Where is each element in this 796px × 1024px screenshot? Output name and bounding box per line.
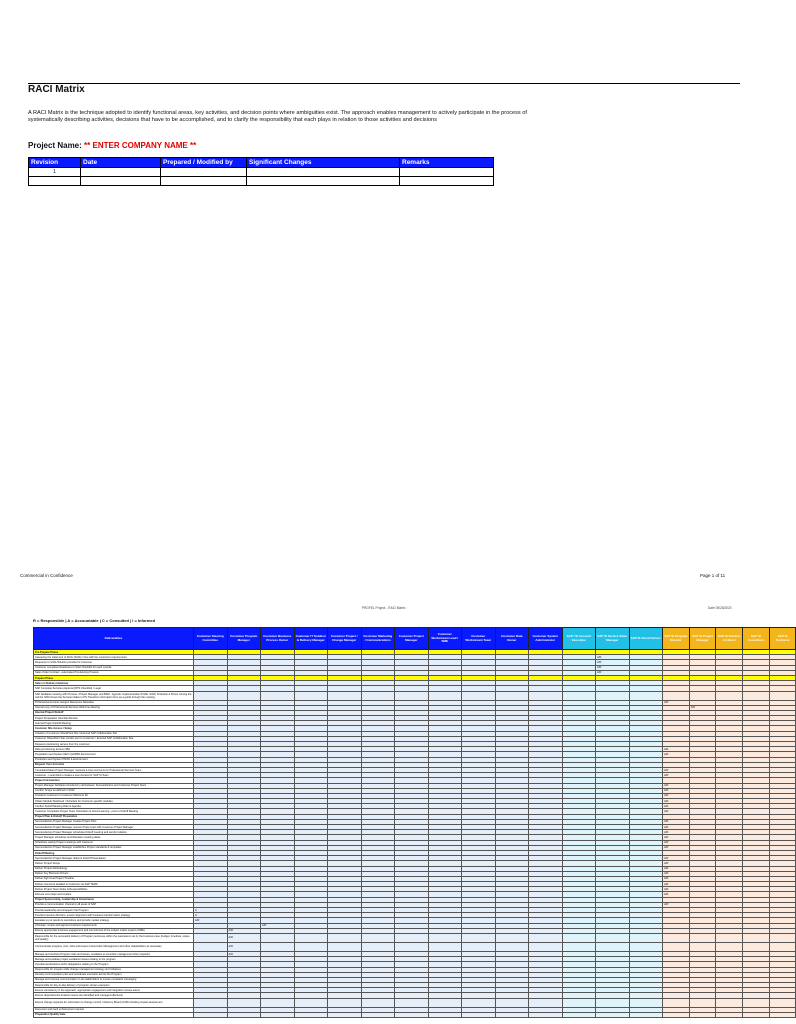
matrix-row (34, 998, 796, 1007)
project-name-label: Project Name (28, 141, 80, 150)
raci-cell[interactable] (663, 691, 690, 700)
deliverable-cell: SAP facilitates meeting with Process / Project Manager and BSM - Agenda: Implementation Profile, SOW, Schedule & Prices. During the call the SAM shows the Services Sales to PS Transition information form as a guide through the meeting (35, 692, 192, 699)
raci-cell[interactable]: A/R (663, 793, 690, 798)
raci-legend: R = Responsible | A = Accountable | C = Consulted | I = Informed (33, 618, 156, 623)
deliverable-cell: Deliver Project Team Roles & Responsibilities (34, 887, 194, 892)
raci-cell[interactable]: A/R (663, 902, 690, 907)
deliverable-cell: Provide leadership and champion the Program (34, 908, 194, 913)
deliverable-cell: Successfactors Project Manager schedules Kickoff meeting and sends invitation (34, 830, 194, 835)
raci-cell[interactable] (395, 933, 429, 942)
deliverable-cell: Responsible for day-to-day delivery of program stream execution (34, 983, 194, 988)
raci-cell[interactable]: A/R (663, 783, 690, 788)
deliverable-cell: Ensure appropriate business engagement and commitment of the subject matter experts (SME) (34, 928, 194, 933)
raci-cell[interactable] (716, 933, 743, 942)
deliverable-cell: Customer SharePoint Site contact sent to Customer / External SAP Collaboration Site (34, 736, 194, 741)
matrix-row (34, 691, 796, 700)
raci-cell[interactable] (596, 1012, 630, 1017)
raci-cell[interactable] (361, 691, 395, 700)
matrix-row (34, 933, 796, 942)
raci-cell[interactable] (294, 933, 328, 942)
matrix-header-6: Customer Marketing / Communications (361, 628, 395, 650)
deliverable-cell: Assessing the statement of Work (SoW) in line with the customers requirements (34, 655, 194, 660)
matrix-header-14: SAP SI Client Partner (629, 628, 663, 650)
deliverable-cell: Data provisioning access OBA (34, 747, 194, 752)
deliverable-cell: Internal Project Kickoff Meeting (34, 721, 194, 726)
deliverable-cell: Customer Completes Project Team Orientation & Cloud Learning - prior to Kickoff Meeting (34, 809, 194, 814)
deliverable-cell: Project Manager facilitates introductory call between Successfactors and Customer Project Team (34, 783, 194, 788)
raci-cell[interactable]: A/R (194, 918, 228, 923)
raci-cell[interactable] (769, 998, 796, 1007)
raci-cell[interactable] (743, 691, 770, 700)
raci-cell[interactable] (769, 942, 796, 951)
deliverable-cell: Develop communication plan and coordinate execution across the Program (34, 972, 194, 977)
raci-cell[interactable] (629, 1012, 663, 1017)
raci-cell[interactable]: A/R (596, 655, 630, 660)
intro-paragraph: A RACI Matrix is the technique adopted to identify functional areas, key activities, and decision points where ambiguities exist. The approach enables management to actively participate in the process of systematically describing activities, decisions that have to be accomplished, and to clarify the responsibility that each plays in relation to those activities and decisions (28, 110, 527, 123)
revision-cell[interactable] (400, 177, 494, 186)
raci-cell[interactable] (462, 1012, 496, 1017)
deliverable-cell: Project Sponsorship, Leadership & Governance (34, 897, 194, 902)
raci-cell[interactable] (462, 691, 496, 700)
page-title: RACI Matrix (28, 84, 85, 95)
raci-cell[interactable]: A/R (663, 819, 690, 824)
raci-cell[interactable] (629, 942, 663, 951)
deliverable-cell: Communicate progress, cost, risks and issues to Executive Management and other stakeholders as necessary (34, 942, 194, 951)
raci-cell[interactable]: A (194, 913, 228, 918)
raci-cell[interactable] (361, 998, 395, 1007)
revision-header-4: Remarks (400, 158, 494, 168)
raci-cell[interactable] (261, 691, 295, 700)
revision-row (29, 177, 494, 186)
raci-cell[interactable]: A/R (663, 871, 690, 876)
raci-cell[interactable] (428, 691, 462, 700)
raci-cell[interactable] (294, 942, 328, 951)
raci-cell[interactable]: A/R (596, 660, 630, 665)
raci-cell[interactable] (261, 1012, 295, 1017)
deliverable-cell: Request User Accounts (34, 762, 194, 767)
raci-cell[interactable] (361, 942, 395, 951)
raci-cell[interactable]: A/R (596, 670, 630, 675)
raci-cell[interactable] (462, 998, 496, 1007)
matrix-header-1: Customer Steering Committee (194, 628, 228, 650)
raci-cell[interactable]: A (194, 908, 228, 913)
deliverable-cell: Sales Order Contract - automates Provisioning Process (34, 670, 194, 675)
matrix-header-19: SAP SI Technical (769, 628, 796, 650)
deliverable-cell: Customer completes Readiness to Start Checklist for each module (34, 665, 194, 670)
raci-cell[interactable]: A/R (663, 752, 690, 757)
deliverable-cell: Introduce Customer to Customer Welcome Kit (34, 793, 194, 798)
top-rule (28, 83, 740, 84)
raci-cell[interactable]: A/R (663, 799, 690, 804)
raci-cell[interactable]: A/R (663, 773, 690, 778)
raci-cell[interactable]: A/R (663, 747, 690, 752)
deliverable-cell: Deliver high level Project Timeline (34, 876, 194, 881)
raci-cell[interactable] (689, 933, 716, 942)
raci-cell[interactable] (743, 1012, 770, 1017)
raci-cell[interactable]: A/R (227, 951, 261, 956)
raci-cell[interactable] (629, 933, 663, 942)
matrix-header-10: Customer Data Owner (495, 628, 529, 650)
raci-cell[interactable] (743, 942, 770, 951)
raci-cell[interactable]: A/R (663, 830, 690, 835)
deliverable-cell: Successfactors Project Manager delivers Kickoff Presentation (34, 856, 194, 861)
revision-row (29, 168, 494, 177)
raci-matrix-table (33, 627, 796, 1018)
raci-cell[interactable]: A/R (663, 845, 690, 850)
raci-cell[interactable]: A/R (663, 840, 690, 845)
matrix-section-row (34, 1012, 796, 1017)
deliverable-cell: Deliver resources detailed to Customer via SAP TEMS (34, 882, 194, 887)
raci-cell[interactable] (596, 691, 630, 700)
deliverable-cell: Kickoff Meeting (34, 850, 194, 855)
matrix-header-12: SAP / SI Account Executive (562, 628, 596, 650)
deliverable-cell: Professional services assigns Resources Allocation (34, 700, 194, 705)
raci-cell[interactable] (294, 1012, 328, 1017)
raci-cell[interactable] (562, 942, 596, 951)
revision-table (28, 157, 494, 186)
raci-cell[interactable] (194, 1012, 228, 1017)
deliverable-cell: Successfactors Project Manager creates Project Plan (34, 819, 194, 824)
deliverable-cell: Provide a communication channel to all areas of SAP (34, 902, 194, 907)
raci-cell[interactable] (663, 933, 690, 942)
revision-header-0: Revision (29, 158, 81, 168)
deliverable-cell: Consultant/Sales Project Manager requests & User Accounts for Professional Services Team (34, 767, 194, 772)
raci-cell[interactable] (769, 933, 796, 942)
raci-cell[interactable] (689, 1012, 716, 1017)
raci-cell[interactable] (227, 1012, 261, 1017)
deliverable-cell: Preparation Quality Gate (34, 1012, 194, 1017)
deliverable-cell: Internal copy of Professional Services Welcome Meeting (34, 705, 194, 710)
deliverable-cell: Successfactors Project Manager establishes Project standards & templates (34, 845, 194, 850)
raci-cell[interactable] (716, 691, 743, 700)
matrix-header-15: SAP SI Program Director (663, 628, 690, 650)
raci-cell[interactable] (428, 933, 462, 942)
matrix-row (34, 942, 796, 951)
revision-header-3: Significant Changes (247, 158, 400, 168)
deliverable-cell: Manage and resolves Program risks and issues, escalates to executive management when required (34, 951, 194, 956)
revision-cell[interactable] (29, 177, 81, 186)
deliverable-cell: Manage and oversee communication to all stakeholders to ensure consistent messaging (34, 977, 194, 982)
raci-cell[interactable] (716, 942, 743, 951)
raci-cell[interactable] (361, 933, 395, 942)
raci-cell[interactable] (689, 942, 716, 951)
raci-cell[interactable]: A/R (663, 892, 690, 897)
raci-cell[interactable] (495, 1012, 529, 1017)
matrix-header-4: Customer IT Solution & Delivery Manager (294, 628, 328, 650)
matrix-header-18: SAP SI Consultant (743, 628, 770, 650)
running-date: Date 05/28/2020 (708, 606, 732, 610)
raci-cell[interactable]: A/R (227, 928, 261, 933)
raci-cell[interactable]: A/R (663, 809, 690, 814)
deliverable-cell: Operational decisions within delegations relating to the Program (34, 962, 194, 967)
deliverable-cell: Prepare Phase (34, 675, 194, 680)
revision-cell[interactable]: 1 (29, 168, 81, 177)
revision-cell[interactable] (81, 177, 161, 186)
raci-cell[interactable] (194, 933, 228, 942)
deliverable-cell: Confirm Scope as defined in SOW (34, 788, 194, 793)
project-name-line: Project Name: ** ENTER COMPANY NAME ** (28, 141, 197, 150)
raci-cell[interactable]: A/R (663, 876, 690, 881)
matrix-header-7: Customer Project Manager (395, 628, 429, 650)
deliverable-cell: Escalate to put results & resolutions and provide market strategy (34, 918, 194, 923)
matrix-header-8: Customer Workstream Lead / SME (428, 628, 462, 650)
deliverable-cell: Ensure change requests for submission to change control / Advisory Board (CAB) including impact assessment (34, 998, 194, 1007)
deliverable-cell: Manage and escalate project escalation issues relating to the program (34, 957, 194, 962)
raci-cell[interactable] (261, 942, 295, 951)
deliverable-cell: Successfactors Project Manager reviews Project plan with Customer Project Manager (34, 825, 194, 830)
raci-cell[interactable] (596, 933, 630, 942)
raci-cell[interactable] (529, 933, 563, 942)
raci-cell[interactable] (328, 933, 362, 942)
deliverable-cell: Provide business direction, ensure alignment with business transformation strategy (34, 913, 194, 918)
deliverable-cell: Customer Site Access / Setup (34, 726, 194, 731)
deliverable-cell: Responsible for the successful delivery of Program outcomes within the parameters set by the business case (budget, timelines, scope and quality) (34, 933, 194, 942)
footer-confidentiality: Commercial in Confidence (20, 573, 73, 578)
raci-cell[interactable] (689, 998, 716, 1007)
raci-cell[interactable] (361, 1012, 395, 1017)
raci-cell[interactable]: A/R (227, 942, 261, 951)
raci-cell[interactable] (462, 933, 496, 942)
raci-cell[interactable] (495, 942, 529, 951)
matrix-header-13: SAP SI Service Sales Manager (596, 628, 630, 650)
deliverable-cell: Project Plan & Kickoff Preparation (34, 814, 194, 819)
raci-cell[interactable] (428, 998, 462, 1007)
deliverable-cell: Discuss next steps and timeline (34, 892, 194, 897)
raci-cell[interactable] (562, 933, 596, 942)
raci-cell[interactable] (689, 691, 716, 700)
raci-cell[interactable] (495, 998, 529, 1007)
raci-cell[interactable] (194, 998, 228, 1007)
raci-cell[interactable] (328, 942, 362, 951)
matrix-header-0: Deliverables (34, 628, 194, 650)
raci-cell[interactable] (663, 942, 690, 951)
raci-cell[interactable] (328, 998, 362, 1007)
raci-cell[interactable] (529, 691, 563, 700)
deliverable-cell: Confirm Kickoff Meeting Date & Agenda (34, 804, 194, 809)
deliverable-cell: Project Manager schedules sprint/iteration meeting dates (34, 835, 194, 840)
deliverable-cell: Deliver Key Business Drivers (34, 871, 194, 876)
raci-cell[interactable] (261, 933, 295, 942)
raci-cell[interactable] (194, 942, 228, 951)
raci-cell[interactable]: A/R (663, 700, 690, 705)
raci-cell[interactable] (395, 1012, 429, 1017)
deliverable-cell: Deliver Project Methodology (34, 866, 194, 871)
footer-page-number: Page 1 of 11 (700, 573, 726, 578)
running-title: PROFEL Project - RACI Matrix (362, 606, 406, 610)
project-name-value[interactable]: ** ENTER COMPANY NAME ** (84, 141, 197, 150)
deliverable-cell: Customer - Local Admin creates a user Access for SAP SI Team (34, 773, 194, 778)
raci-cell[interactable] (529, 998, 563, 1007)
raci-cell[interactable] (663, 998, 690, 1007)
raci-cell[interactable] (629, 998, 663, 1007)
revision-cell[interactable] (161, 177, 247, 186)
deliverable-cell: Response to SoW /Solution provided to Customer (34, 660, 194, 665)
matrix-header-3: Customer Business Process Owner (261, 628, 295, 650)
raci-cell[interactable]: A/R (596, 665, 630, 670)
deliverable-cell: Ensure dependencies between teams are identified and managed effectively (34, 993, 194, 998)
raci-cell[interactable] (294, 691, 328, 700)
deliverable-cell: Deliver Project Scope (34, 861, 194, 866)
matrix-header-16: SAP SI Project Manager (689, 628, 716, 650)
deliverable-cell: Pre-Prepare Phase (34, 650, 194, 655)
deliverable-cell: Schedules weekly Project meetings with Customer (34, 840, 194, 845)
raci-cell[interactable] (294, 998, 328, 1007)
deliverable-cell: SAP Complete Services Approval (RTS Checklist) / Legal (34, 686, 194, 691)
raci-cell[interactable] (529, 1012, 563, 1017)
raci-cell[interactable]: A/R (663, 861, 690, 866)
matrix-header-2: Customer Program Manager (227, 628, 261, 650)
raci-cell[interactable] (596, 998, 630, 1007)
revision-header-2: Prepared / Modified by (161, 158, 247, 168)
deliverable-cell: Ensure consistency in the approach, appropriate engagement and integration across teams (34, 988, 194, 993)
deliverable-cell: Project Preparation Checklist Review (34, 716, 194, 721)
raci-cell[interactable] (716, 1012, 743, 1017)
deliverable-cell: Preparation and System DEV/ QA/PRD Environment (34, 752, 194, 757)
raci-cell[interactable] (716, 998, 743, 1007)
deliverable-cell: Creation of Customer SharePoint Site / External SAP Collaboration Site (34, 731, 194, 736)
raci-cell[interactable] (562, 691, 596, 700)
revision-cell[interactable] (161, 168, 247, 177)
deliverable-cell: Document and track enhancement request (34, 1007, 194, 1012)
revision-cell[interactable] (247, 177, 400, 186)
raci-cell[interactable] (495, 933, 529, 942)
deliverable-cell: Responsible for program wide change management strategy and initiatives (34, 967, 194, 972)
matrix-header-9: Customer Workstream Team (462, 628, 496, 650)
raci-cell[interactable] (769, 1012, 796, 1017)
raci-cell[interactable]: A/R (261, 923, 295, 928)
raci-cell[interactable] (743, 998, 770, 1007)
raci-cell[interactable] (428, 942, 462, 951)
raci-cell[interactable] (629, 691, 663, 700)
revision-cell[interactable] (400, 168, 494, 177)
raci-cell[interactable] (596, 942, 630, 951)
deliverable-cell: Internal Project Kickoff (34, 710, 194, 715)
raci-cell[interactable]: A/R (663, 788, 690, 793)
raci-cell[interactable] (769, 691, 796, 700)
raci-cell[interactable] (227, 691, 261, 700)
raci-cell[interactable] (395, 942, 429, 951)
raci-cell[interactable] (261, 998, 295, 1007)
raci-cell[interactable] (395, 691, 429, 700)
raci-cell[interactable]: A/R (663, 767, 690, 772)
raci-cell[interactable] (495, 691, 529, 700)
raci-cell[interactable] (462, 942, 496, 951)
raci-cell[interactable] (395, 998, 429, 1007)
revision-cell[interactable] (247, 168, 400, 177)
deliverable-cell: Production and System PROD & Environment (34, 757, 194, 762)
raci-cell[interactable]: A/R (663, 835, 690, 840)
raci-cell[interactable] (328, 691, 362, 700)
raci-cell[interactable] (743, 933, 770, 942)
raci-cell[interactable]: A/R (227, 933, 261, 942)
matrix-header-17: SAP SI Solution Architect (716, 628, 743, 650)
raci-cell[interactable]: A/R (663, 866, 690, 871)
matrix-header-11: Customer System Administrator (529, 628, 563, 650)
raci-cell[interactable] (562, 998, 596, 1007)
revision-header-1: Date (81, 158, 161, 168)
deliverable-cell: Project Introduction (34, 778, 194, 783)
raci-cell[interactable]: A/R (663, 856, 690, 861)
raci-cell[interactable] (328, 1012, 362, 1017)
raci-cell[interactable] (194, 691, 228, 700)
revision-cell[interactable] (81, 168, 161, 177)
raci-cell[interactable]: A/R (663, 804, 690, 809)
raci-cell[interactable] (663, 1012, 690, 1017)
deliverable-cell: Sales to Delivery Handover (34, 681, 194, 686)
raci-cell[interactable] (428, 1012, 462, 1017)
raci-cell[interactable]: A/R (663, 825, 690, 830)
deliverable-cell: Obtain Module Workbook / Schedule for Customer specific modules (34, 799, 194, 804)
raci-cell[interactable] (227, 998, 261, 1007)
raci-cell[interactable]: A/R (663, 887, 690, 892)
raci-cell[interactable]: A/R (663, 882, 690, 887)
deliverable-cell: Request provisioning access from the customer (34, 742, 194, 747)
matrix-header-5: Customer Project / Change Manager (328, 628, 362, 650)
raci-cell[interactable] (529, 942, 563, 951)
raci-cell[interactable] (562, 1012, 596, 1017)
raci-cell[interactable]: A/R (689, 705, 716, 710)
deliverable-cell: Articulate, review and approve business requirements (34, 923, 194, 928)
